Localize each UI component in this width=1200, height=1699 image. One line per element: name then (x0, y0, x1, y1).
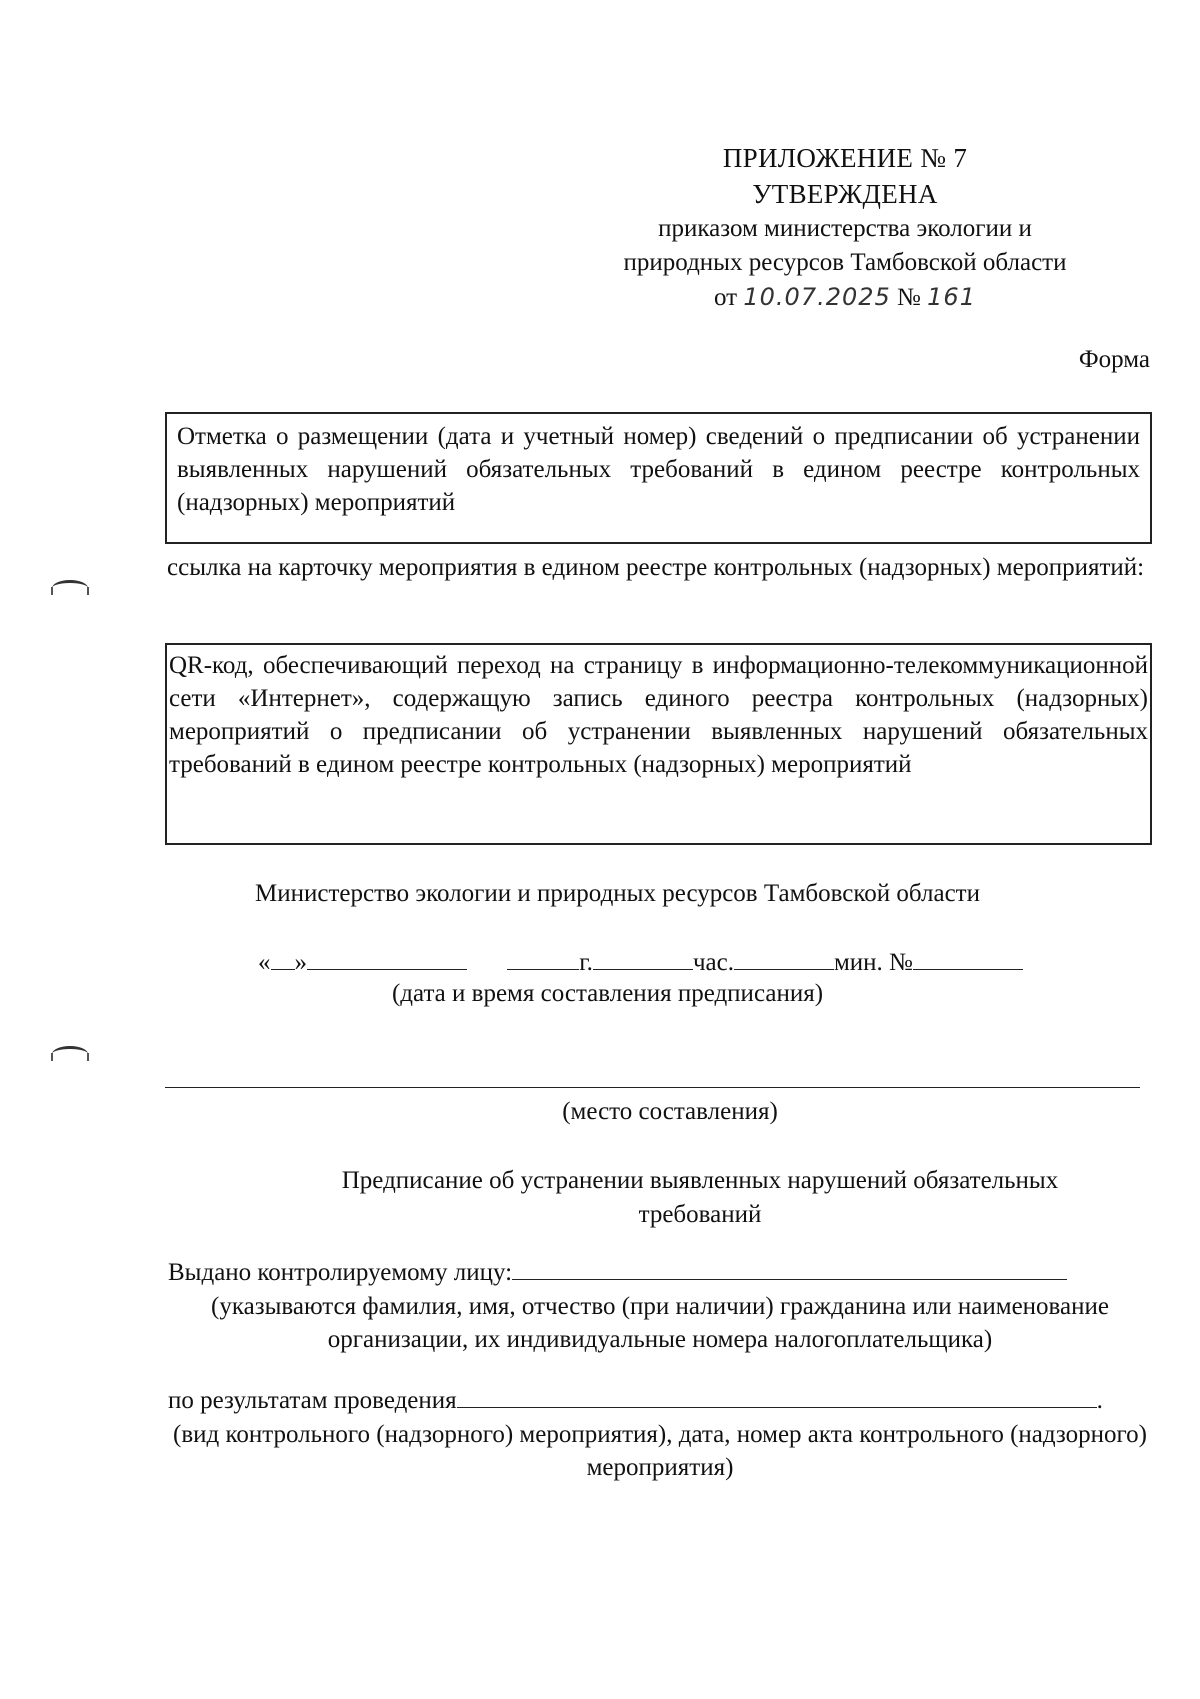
close-quote: » (294, 949, 307, 976)
registry-mark-text: Отметка о размещении (дата и учетный номер) сведений о предписании об устранении выявленных нарушений обязательных требований в едином реестре контрольных (надзорных) мероприятий (177, 423, 1140, 516)
month-blank[interactable] (307, 948, 467, 970)
from-label: от (714, 284, 738, 311)
number-label: № (897, 284, 921, 311)
hour-label: час. (692, 949, 734, 976)
order-date-line (565, 280, 1125, 315)
results-caption: (вид контрольного (надзорного) мероприятия), дата, номер акта контрольного (надзорного) мероприятия) (173, 1421, 1147, 1481)
issued-caption: (указываются фамилия, имя, отчество (при наличии) гражданина или наименование организации, их индивидуальные номера налогоплательщика) (211, 1293, 1109, 1353)
punch-hole-mark (52, 580, 88, 596)
issued-label: Выдано контролируемому лицу: (168, 1259, 513, 1286)
appendix-number: ПРИЛОЖЕНИЕ № 7 (722, 143, 968, 173)
qr-code-box (165, 643, 1152, 845)
handwritten-number: 161 (927, 283, 976, 311)
order-line-1: приказом министерства экологии и (658, 215, 1032, 242)
results-label: по результатам проведения (168, 1387, 457, 1414)
ministry-name: Министерство экологии и природных ресурсов Тамбовской области (255, 880, 980, 907)
minute-number-label: мин. № (833, 949, 913, 976)
datetime-line (258, 948, 1023, 977)
minute-blank[interactable] (734, 948, 834, 970)
results-line (168, 1386, 1103, 1415)
year-suffix: г. (579, 949, 593, 976)
order-line-2: природных ресурсов Тамбовской области (623, 249, 1067, 276)
qr-code-text: QR-код, обеспечивающий переход на страницу в информационно-телекоммуникационной сети «Интернет», содержащую запись единого реестра контрольных (надзорных) мероприятий о предписании об устранении выявленных нарушений обязательных требований в едином реестре контрольных (надзорных) мероприятий (169, 652, 1148, 778)
prescription-title: Предписание об устранении выявленных нарушений обязательных требований (341, 1167, 1059, 1228)
issued-line (168, 1258, 1067, 1287)
place-blank[interactable] (165, 1087, 1140, 1088)
punch-hole-mark (52, 1046, 88, 1062)
number-blank[interactable] (913, 948, 1023, 970)
open-quote: « (258, 949, 271, 976)
registry-link-label: ссылка на карточку мероприятия в едином реестре контрольных (надзорных) мероприятий: (167, 554, 1145, 581)
issued-blank[interactable] (512, 1258, 1067, 1280)
hour-blank[interactable] (593, 948, 693, 970)
day-blank[interactable] (271, 948, 295, 970)
form-label: Форма (1078, 346, 1150, 373)
results-blank[interactable] (457, 1386, 1097, 1408)
year-blank[interactable] (507, 948, 579, 970)
approval-block (565, 140, 1125, 315)
datetime-caption: (дата и время составления предписания) (391, 980, 824, 1007)
handwritten-date: 10.07.2025 (743, 283, 891, 311)
place-caption: (место составления) (562, 1098, 778, 1125)
approved-heading: УТВЕРЖДЕНА (752, 179, 938, 209)
registry-mark-box (165, 412, 1152, 544)
results-end: . (1096, 1387, 1103, 1414)
